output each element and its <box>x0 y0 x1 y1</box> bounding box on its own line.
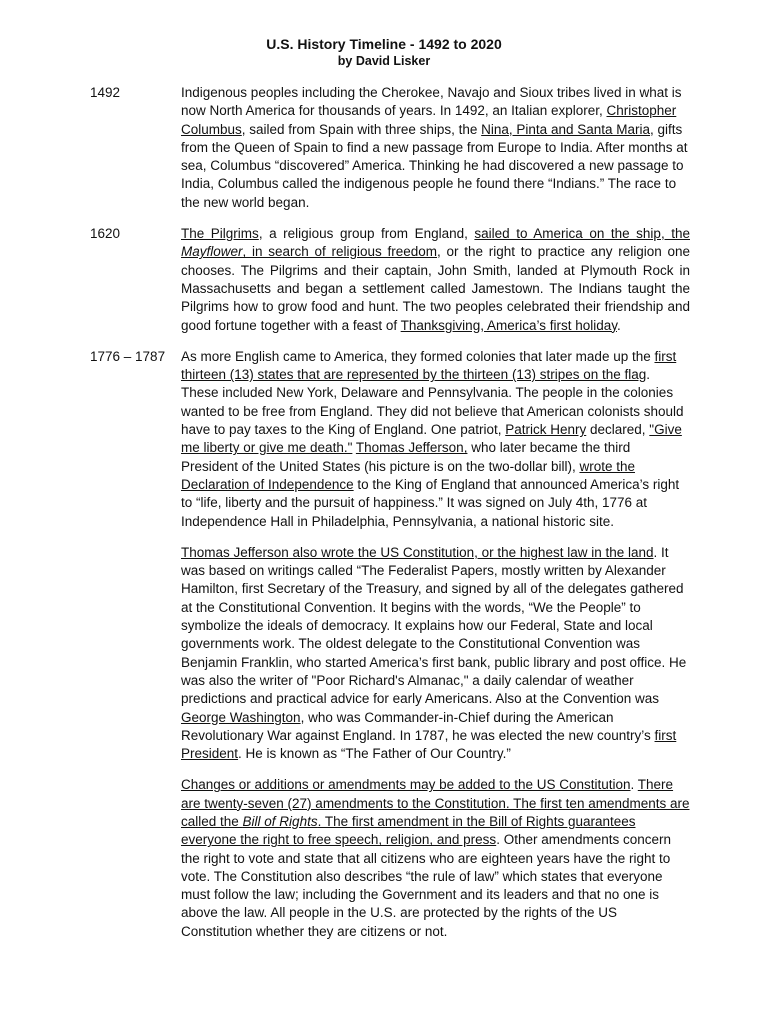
underlined-text: Nina, Pinta and Santa Maria <box>481 121 651 137</box>
text-run: As more English came to America, they formed colonies that later made up the <box>181 348 655 364</box>
underlined-text: Changes or additions or amendments may be added to the US Constitution <box>181 777 631 793</box>
text-run: , a religious group from England, <box>258 226 475 242</box>
entry-paragraph <box>181 544 690 764</box>
underlined-text: Thomas Jefferson, <box>355 440 468 456</box>
underlined-text: Christopher Columbus <box>181 103 677 137</box>
document-header <box>0 36 768 69</box>
entry-paragraph <box>181 225 690 335</box>
text-run: . <box>617 317 621 333</box>
text-run: . These included New York, Delaware and Pennsylvania. The people in the colonies wanted to be free from England. They did not believe that American colonists should have to pay taxes to the King of England. One patriot, <box>181 367 684 438</box>
text-run: , or the right to practice any religion one chooses. The Pilgrims and their captain, John Smith, landed at Plymouth Rock in Massachusetts and began a settlement called Jamestown. The Indians taught the Pilgrims how to grow food and hunt. The two peoples celebrated their friendship and good fortune together with a feast of <box>181 244 690 333</box>
underlined-text: sailed to America on the ship, the <box>474 226 690 242</box>
text-run: , gifts from the Queen of Spain to find a new passage from Europe to India. After months at sea, Columbus “discovered” America. Thinking he had discovered a new passage to India, Columbus called the indigenous people he found there “Indians.” The race to the new world began. <box>181 121 688 210</box>
entry-body <box>181 84 690 212</box>
underlined-text: , in search of religious freedom <box>242 244 438 260</box>
entry-body <box>181 225 690 335</box>
text-run: . He is known as “The Father of Our Country.” <box>238 746 511 762</box>
underlined-text: Thanksgiving, America’s first holiday <box>400 317 617 333</box>
text-run: Indigenous peoples including the Cherokee, Navajo and Sioux tribes lived in what is now North America for thousands of years. In 1492, an Italian explorer, <box>181 85 682 119</box>
underlined-text: The Pilgrims <box>181 226 259 242</box>
text-run: who later became the third President of the United States (his picture is on the two-dollar bill), <box>181 440 631 474</box>
document-title: U.S. History Timeline - 1492 to 2020 <box>266 36 502 52</box>
entry-paragraph <box>181 776 690 941</box>
entry-paragraph <box>181 348 690 531</box>
text-run: to the King of England that announced America’s right to “life, liberty and the pursuit of happiness.” It was signed on July 4th, 1776 at Independence Hall in Philadelphia, Pennsylvania, a national historic site. <box>181 476 680 529</box>
underlined-text: "Give me liberty or give me death." <box>181 422 682 456</box>
underlined-text: Thomas Jefferson also wrote the US Constitution, or the highest law in the land <box>181 544 654 560</box>
timeline-entry <box>90 225 690 335</box>
text-run: . It was based on writings called “The Federalist Papers, mostly written by Alexander Hamilton, first Secretary of the Treasury, and signed by all of the delegates gathered at the Constitutional Convention. It begins with the words, “We the People” to symbolize the ideals of democracy. It explains how our Federal, State and local governments work. The oldest delegate to the Constitutional Convention was Benjamin Franklin, who started America’s first bank, public library and post office. He was also the writer of "Poor Richard's Almanac," a daily calendar of weather predictions and practical advice for early Americans. Also at the Convention was <box>181 544 687 707</box>
entry-body <box>181 348 690 941</box>
text-run: declared, <box>586 422 650 438</box>
underlined-text: Patrick Henry <box>505 422 587 438</box>
text-run: , sailed from Spain with three ships, the <box>241 121 482 137</box>
document-author: by David Lisker <box>337 54 431 68</box>
underlined-text: wrote the Declaration of Independence <box>181 458 635 492</box>
timeline-entry <box>90 348 690 941</box>
underlined-text: . The first amendment in the Bill of Rights guarantees everyone the right to free speech, religion, and press <box>181 813 636 848</box>
entry-year: 1492 <box>90 85 121 100</box>
timeline-entries <box>90 84 690 954</box>
timeline-entry <box>90 84 690 212</box>
text-run: , who was Commander-in-Chief during the American Revolutionary War against England. In 1787, he was elected the new country’s <box>181 709 655 743</box>
text-run: . Other amendments concern the right to vote and state that all citizens who are eighteen years have the right to vote. The Constitution also describes “the rule of law” which states that everyone must follow the law; including the Government and its leaders and that no one is above the law. All people in the U.S. are protected by the rights of the US Constitution whether they are citizens or not. <box>181 832 672 939</box>
underlined-text: Bill of Rights <box>242 813 318 829</box>
underlined-text: There are twenty-seven (27) amendments to the Constitution. The first ten amendments are called the <box>181 777 690 829</box>
underlined-text: George Washington <box>181 709 301 725</box>
underlined-text: first President <box>181 727 677 762</box>
underlined-text: first thirteen (13) states that are represented by the thirteen (13) stripes on the flag <box>181 348 677 383</box>
entry-paragraph <box>181 84 690 212</box>
entry-year: 1620 <box>90 226 121 242</box>
underlined-text: Mayflower <box>181 244 243 260</box>
text-run: . <box>630 777 638 793</box>
entry-year: 1776 – 1787 <box>90 348 166 364</box>
